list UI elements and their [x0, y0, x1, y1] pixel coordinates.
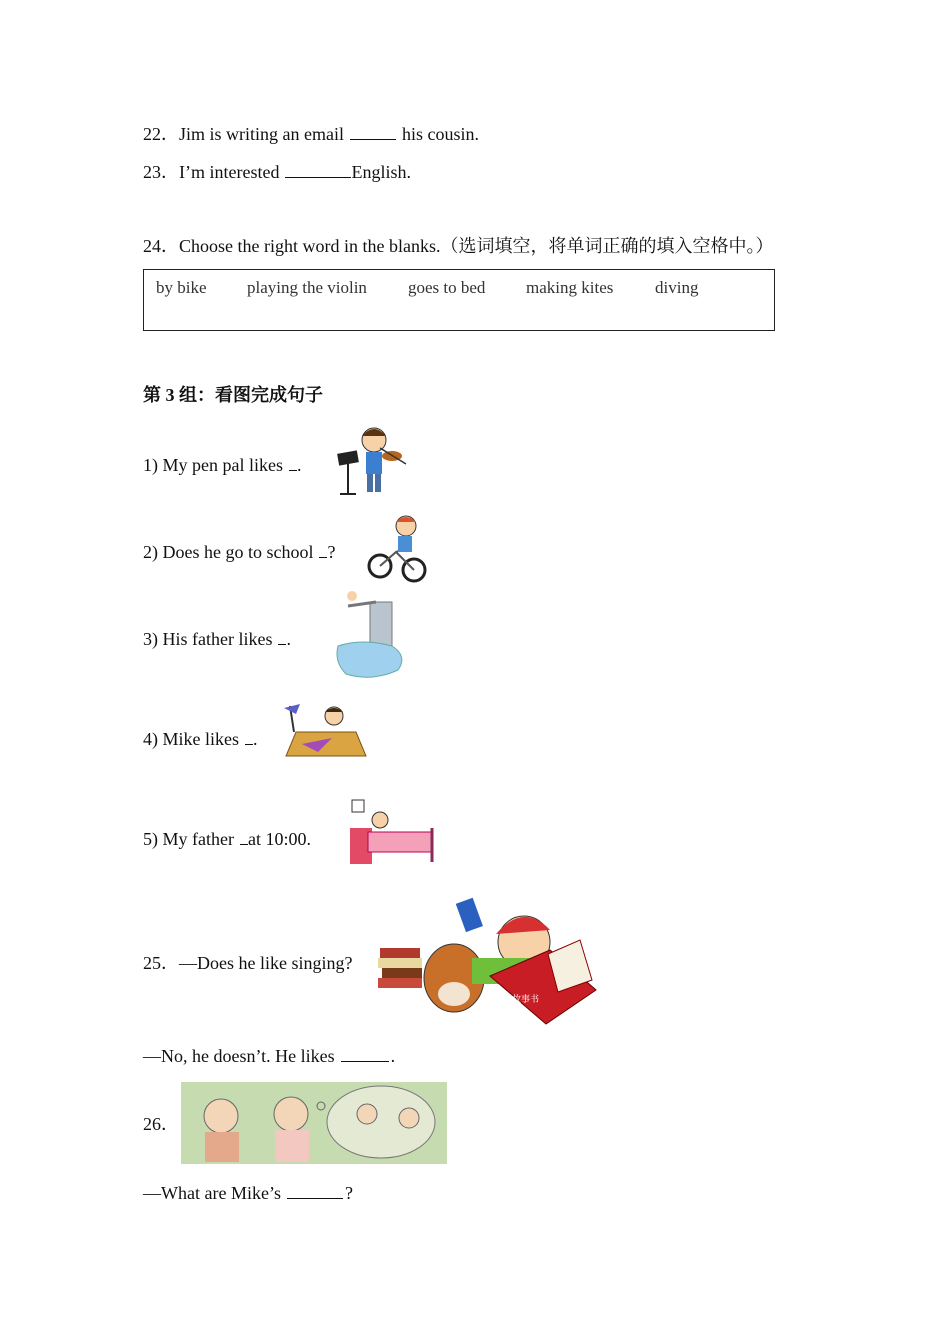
book-label: 故事书: [512, 995, 540, 1005]
question-text: Choose the right word in the blanks.（选词填空，将单词正确的填入空格中。）: [179, 236, 774, 256]
answer-25: [143, 1044, 395, 1068]
question-text: —Does he like singing?: [179, 953, 353, 973]
answer-blank[interactable]: [350, 123, 396, 140]
question-text: I’m interested: [179, 162, 280, 182]
kite-making-picture: [282, 702, 370, 760]
hobbies-picture: [181, 1082, 447, 1164]
question-number: 22．: [143, 124, 179, 144]
question-number: 23．: [143, 162, 179, 182]
question-23: [143, 160, 411, 184]
answer-blank[interactable]: [245, 728, 253, 745]
item-3: [143, 627, 291, 651]
word-option: diving: [655, 278, 699, 297]
word-bank: [143, 269, 775, 331]
word-option: by bike: [156, 278, 207, 297]
answer-text: —No, he doesn’t. He likes: [143, 1046, 335, 1066]
section-title: 第 3 组：看图完成句子: [143, 385, 323, 405]
answer-text: .: [390, 1046, 396, 1066]
item-text: .: [253, 729, 258, 749]
item-text: 5) My father: [143, 829, 234, 849]
question-number: 26．: [143, 1114, 179, 1134]
question-25: [143, 951, 352, 975]
word-option: goes to bed: [408, 278, 486, 297]
item-text: ?: [327, 542, 336, 562]
bike-boy-picture: [366, 512, 430, 586]
question-24: [143, 234, 773, 258]
item-text: 1) My pen pal likes: [143, 455, 283, 475]
question-text: English.: [351, 162, 411, 182]
item-text: at 10:00.: [247, 829, 311, 849]
item-1: [143, 453, 301, 477]
violin-boy-picture: [330, 424, 410, 498]
answer-blank[interactable]: [285, 161, 351, 178]
question-text: —What are Mike’s: [143, 1183, 281, 1203]
item-text: .: [286, 629, 291, 649]
question-text: ?: [344, 1183, 353, 1203]
question-number: 25．: [143, 953, 179, 973]
item-text: 3) His father likes: [143, 629, 273, 649]
question-number: 24．: [143, 236, 179, 256]
question-26: [143, 1112, 179, 1136]
item-2: [143, 540, 335, 564]
answer-blank[interactable]: [287, 1182, 343, 1199]
word-option: making kites: [526, 278, 614, 297]
reading-boy-picture: [374, 894, 600, 1034]
word-option: playing the violin: [247, 278, 367, 297]
item-text: .: [296, 455, 302, 475]
answer-blank[interactable]: [289, 454, 297, 471]
item-text: 4) Mike likes: [143, 729, 239, 749]
answer-26: [143, 1181, 353, 1205]
item-5: [143, 827, 311, 851]
item-text: 2) Does he go to school: [143, 542, 314, 562]
question-text: his cousin.: [401, 124, 479, 144]
bedtime-picture: [346, 798, 440, 870]
question-22: [143, 122, 479, 146]
item-4: [143, 727, 258, 751]
question-text: Jim is writing an email: [179, 124, 344, 144]
answer-blank[interactable]: [341, 1045, 389, 1062]
diving-picture: [332, 586, 408, 682]
answer-blank[interactable]: [240, 828, 248, 845]
